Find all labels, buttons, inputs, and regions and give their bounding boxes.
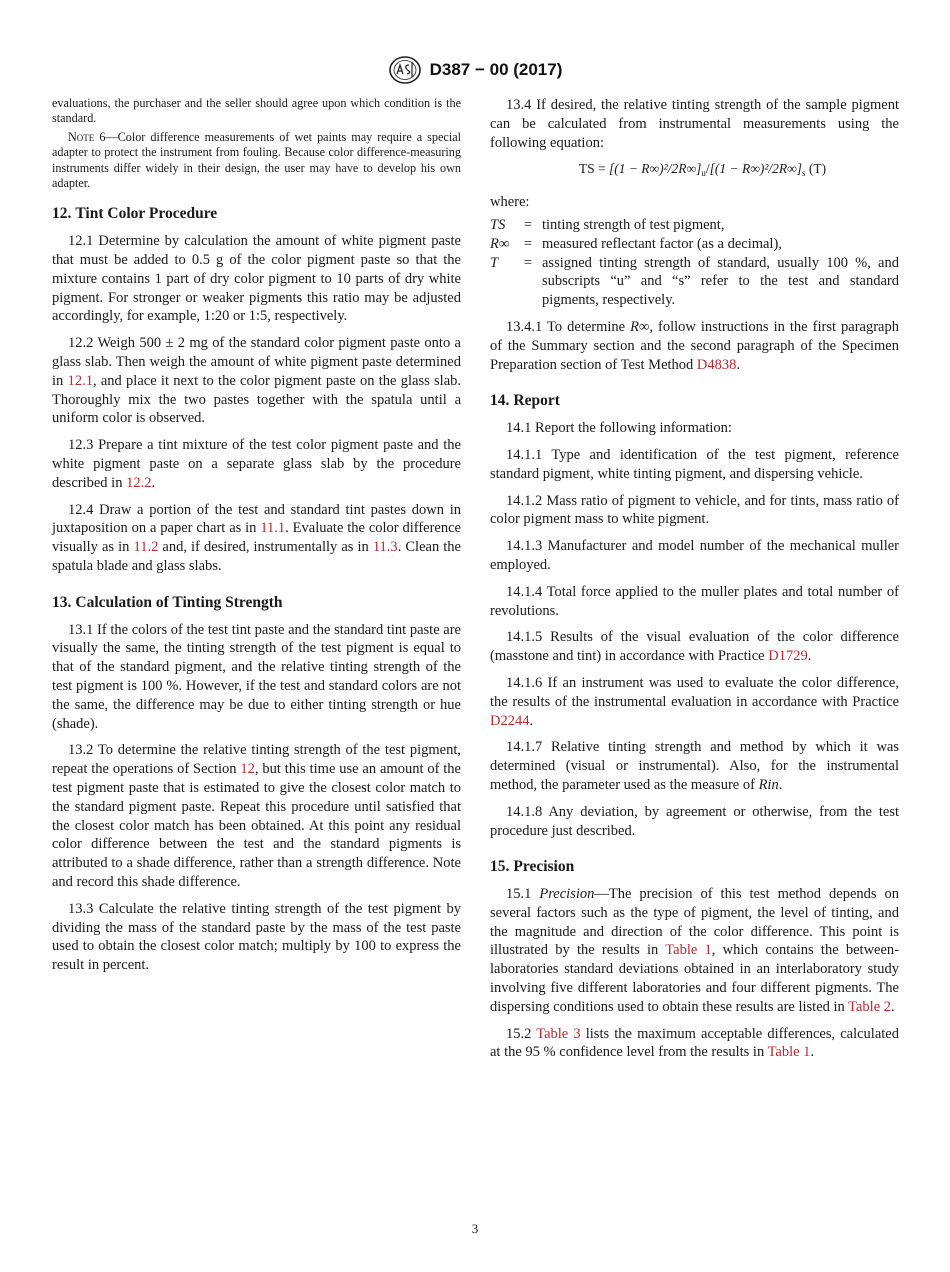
text-run: . [807,648,812,665]
text-run: lists the maximum acceptable differences, calculated at the 95 % confidence level from the results in [490,1025,899,1061]
text-run: . [736,356,741,373]
paragraph-13-4-1 [490,318,899,374]
section-title: Report [513,392,560,410]
section-13-heading [52,594,461,613]
paragraph-13-4: 13.4 If desired, the relative tinting strength of the sample pigment can be calculated from instrumental measurements using the following equation: [490,97,899,151]
xref-link[interactable]: 11.3 [372,539,398,556]
section-15-heading [490,858,899,877]
paragraph-15-2 [490,1025,899,1063]
tinting-strength-equation [490,160,899,183]
section-number: 13. [52,593,72,611]
text-run: 15.2 [506,1025,537,1042]
text-run: , which contains the between-laboratories standard deviations obtained in an interlaboratory study involving five different laboratories and four different pigments. The dispersing conditions used to obtain these results are listed in [490,942,900,1015]
text-run: , but this time use an amount of the test pigment paste that is estimated to give the closest color match to the standard pigment paste. Repeat this procedure until satisfied that the closest color match has been obtained. At this point any residual color difference between the test and the standard pigments is attributed to a shade difference, rather than a strength difference. Note and record this shade difference. [52,761,461,890]
text-run: . Evaluate the color difference visually as in [52,520,461,556]
text-run: 14.1.6 If an instrument was used to evaluate the color difference, the results of the instrumental evaluation in accordance with Practice [490,674,899,710]
text-run: 12.2 Weigh 500 ± 2 mg of the standard color pigment paste onto a glass slab. Then weigh the amount of white pigment paste determined in [52,335,461,389]
text-run: . [810,1044,815,1061]
equation-lhs: TS = [578,161,609,177]
definition-text: tinting strength of test pigment, [542,216,725,233]
section-title: Tint Color Procedure [75,205,218,223]
document-designation: D387 − 00 (2017) [429,60,563,79]
text-run: 12.4 Draw a portion of the test and standard tint pastes down in juxtaposition on a paper chart as in [52,501,461,537]
variable-definitions [490,216,899,310]
text-run: . [778,776,783,793]
equation-term: [(1 − R∞)²/2R∞] [709,161,803,177]
page-header [0,54,950,86]
paragraph-12-2 [52,334,461,428]
paragraph-13-3: 13.3 Calculate the relative tinting strength of the test pigment by dividing the mass of the standard paste by the mass of the test paste used to obtain the closest color match; multiply by 100 to express the result in percent. [52,900,461,974]
equation-subscript: s [802,168,806,179]
paragraph-12-4 [52,501,461,576]
text-run: , and place it next to the color pigment paste on the glass slab. Thoroughly mix the two pastes together with the spatula until a uniform color is observed. [52,372,462,427]
left-column [52,96,461,983]
definition-row [490,216,899,235]
xref-link[interactable]: Table 1 [665,942,712,959]
paragraph-13-1: 13.1 If the colors of the test tint paste and the standard tint paste are visually the same, the tinting strength of the test pigment is equal to that of the standard pigment, and the relative tinting strength of the test pigment is 100 %. However, if the test and standard colors are not the same, the difference may be due to either tinting strength or hue (shade). [52,621,461,732]
xref-link[interactable]: Table 1 [767,1044,811,1061]
paragraph-12-1: 12.1 Determine by calculation the amount of white pigment paste that must be added to 0.5 g of the color pigment paste so that the mixture contains 1 part of dry color pigment to 10 parts of dry white pigment. For stronger or weaker pigments this ratio may be adjusted accordingly, for example, 1:20 or 1:5, respectively. [52,233,461,325]
text-run: 14.1.7 Relative tinting strength and method by which it was determined (visual or instrumental). Also, for the instrumental method, the parameter used as the measure of [490,739,899,793]
xref-link[interactable]: 11.2 [133,539,159,556]
note-6 [52,130,461,192]
paragraph-14-1-8: 14.1.8 Any deviation, by agreement or otherwise, from the test procedure just described. [490,803,899,839]
text-run: 14.1.5 Results of the visual evaluation of the color difference (masstone and tint) in accordance with Practice [490,629,899,665]
paragraph-14-1-2: 14.1.2 Mass ratio of pigment to vehicle, and for tints, mass ratio of color pigment mass to white pigment. [490,492,899,528]
section-number: 15. [490,858,510,876]
note-continuation: evaluations, the purchaser and the seller should agree upon which condition is the standard. [52,96,461,126]
paragraph-12-3 [52,436,461,492]
text-run: , follow instructions in the first paragraph of the Summary section and the second paragraph of the Specimen Preparation section of Test Method [490,318,899,373]
section-number: 14. [490,392,510,410]
text-run: . [151,474,156,491]
xref-link[interactable]: D4838 [696,356,737,373]
paragraph-13-2 [52,741,461,891]
text-run: 15.1 [506,886,540,903]
paragraph-14-1-7 [490,738,899,794]
text-run: —The precision of this test method depends on several factors such as the type of pigment, the level of tinting, and the magnitude and direction of the color difference. This point is illustrated by the results in [490,886,899,959]
equation-subscript: u [701,168,706,179]
paragraph-14-1: 14.1 Report the following information: [506,420,732,437]
definition-text: measured reflectant factor (as a decimal), [542,235,782,252]
section-title: Precision [513,858,575,876]
definition-symbol: R∞ [490,235,510,252]
definition-symbol: T [490,254,499,271]
xref-link[interactable]: D2244 [490,712,530,729]
section-number: 12. [52,205,72,223]
page-number: 3 [471,1221,479,1236]
text-run: 13.2 To determine the relative tinting strength of the test pigment, repeat the operations of Section [52,742,461,778]
xref-link[interactable]: D1729 [768,648,808,665]
text-run: . Clean the spatula blade and glass slabs. [52,539,461,574]
text-run: 13.4.1 To determine [506,318,631,335]
run-in-heading: Precision [539,886,595,903]
definition-row [490,235,899,254]
equation-term: [(1 − R∞)²/2R∞] [608,161,702,177]
paragraph-14-1-4: 14.1.4 Total force applied to the muller plates and total number of revolutions. [490,583,899,619]
text-run: and, if desired, instrumentally as in [158,539,373,556]
xref-link[interactable]: 12 [240,761,255,778]
equation-operator: / [705,161,710,177]
right-column [490,96,899,1070]
paragraph-14-1-1: 14.1.1 Type and identification of the test pigment, reference standard pigment, white tinting pigment, and dispersing vehicle. [490,446,899,482]
paragraph-14-1-6 [490,674,899,730]
symbol-r-infinity: R∞ [630,318,650,335]
xref-link[interactable]: 12.1 [67,372,93,389]
note-label: Note 6 [68,129,106,144]
note-text: —Color difference measurements of wet paints may require a special adapter to protect the instrument from fouling. Because color difference-measuring instruments differ widely in their design, the user may have to develop his own adapter. [52,129,462,191]
xref-link[interactable]: Table 2 [848,998,892,1015]
paragraph-14-1-5 [490,628,899,666]
section-title: Calculation of Tinting Strength [75,593,283,611]
where-label: where: [490,194,530,211]
xref-link[interactable]: 12.2 [126,474,152,491]
astm-logo-icon [388,55,422,85]
definition-row [490,254,899,310]
definition-text: assigned tinting strength of standard, usually 100 %, and subscripts “u” and “s” refer to the test and standard pigments, respectively. [542,254,899,309]
text-run: 12.3 Prepare a tint mixture of the test color pigment paste and the white pigment paste on a separate glass slab by the procedure described in [52,437,461,491]
definition-equals: = [523,235,533,252]
section-14-heading [490,392,899,411]
paragraph-15-1 [490,885,899,1017]
paragraph-14-1-3: 14.1.3 Manufacturer and model number of the mechanical muller employed. [490,538,899,573]
symbol-rin: Rin [758,776,779,793]
definition-symbol: TS [490,216,506,233]
equation-term: (T) [805,161,827,177]
xref-link[interactable]: Table 3 [536,1025,581,1042]
definition-equals: = [523,216,533,233]
definition-equals: = [523,254,533,271]
text-run: . [891,998,895,1015]
section-12-heading [52,205,461,224]
xref-link[interactable]: 11.1 [260,520,286,537]
text-run: . [529,712,534,729]
